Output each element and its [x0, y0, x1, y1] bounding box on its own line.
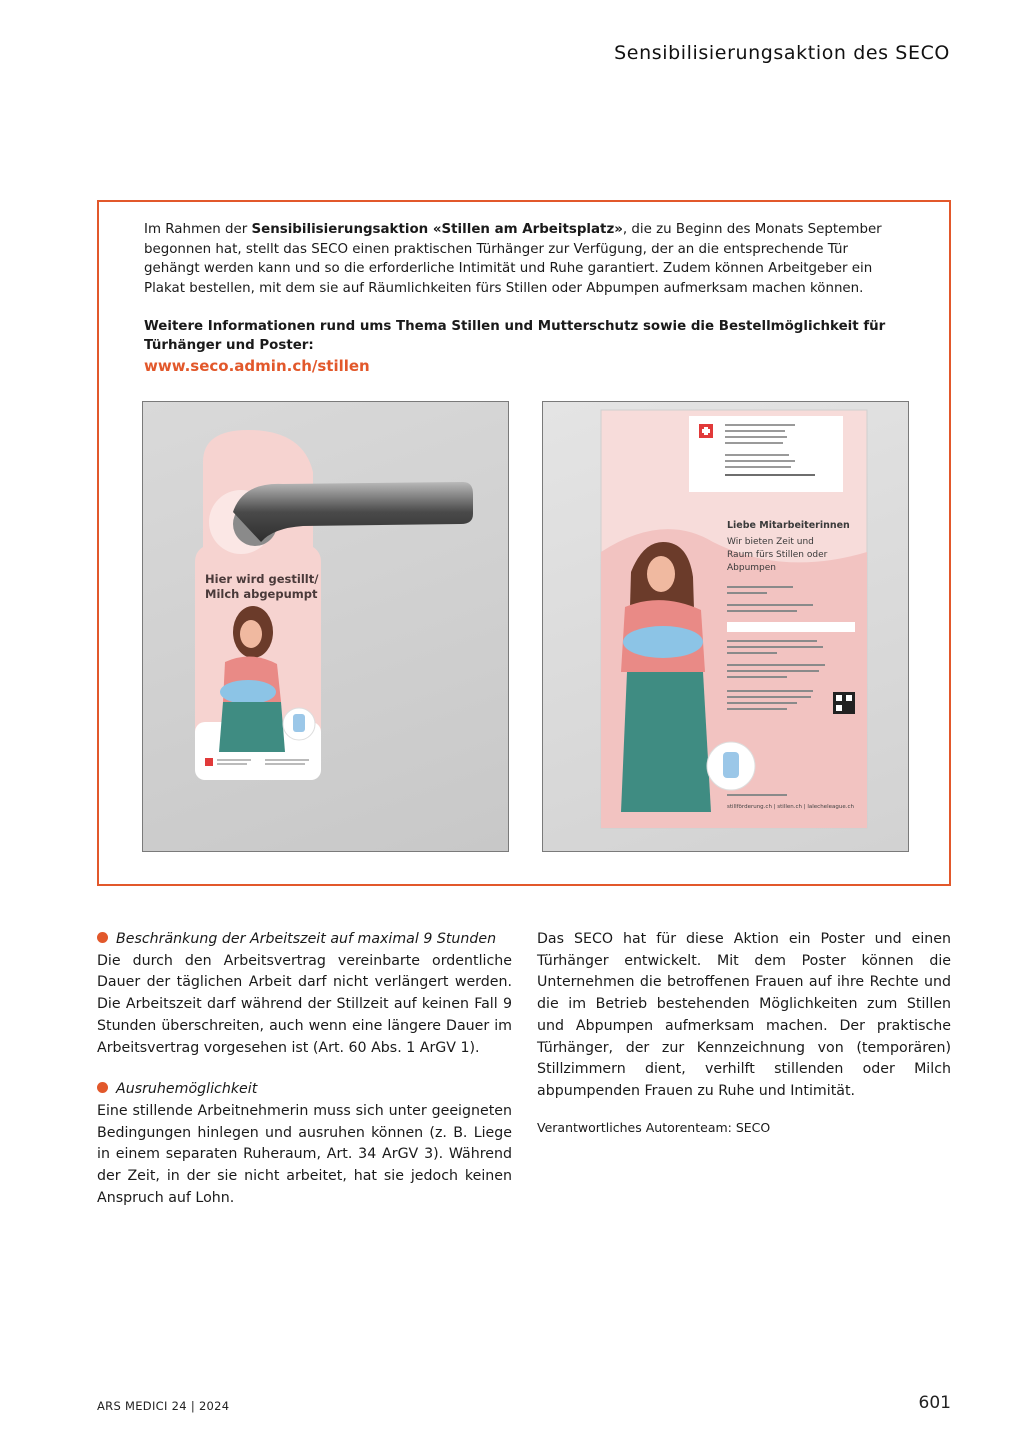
poster-subline-1: Wir bieten Zeit und: [727, 537, 814, 547]
poster-text-line: [727, 676, 787, 678]
logo-line: [725, 460, 795, 462]
logo-line: [725, 424, 795, 426]
poster-text-line: [727, 604, 813, 606]
swiss-flag-icon: [205, 758, 213, 766]
poster-text-line: [727, 702, 797, 704]
woman-skirt: [219, 702, 285, 752]
poster-text-line: [727, 640, 817, 642]
door-hanger-headline-1: Hier wird gestillt/: [205, 572, 319, 586]
intro-paragraph: [144, 220, 904, 298]
poster-headline: Liebe Mitarbeiterinnen: [727, 520, 850, 531]
woman-face: [647, 556, 675, 592]
poster-text-line: [727, 664, 825, 666]
baby-blanket: [220, 680, 276, 704]
poster-subline-2: Raum fürs Stillen oder: [727, 550, 828, 560]
left-column: [97, 929, 512, 1209]
door-hanger-photo: [142, 401, 509, 852]
baby-blanket: [623, 626, 703, 658]
bullet2-title-row: [97, 1079, 512, 1101]
bullet2-title: Ausruhemöglichkeit: [116, 1081, 258, 1098]
logo-line: [265, 759, 309, 761]
bullet-dot-icon: [97, 932, 108, 943]
logo-line: [725, 436, 787, 438]
right-column-text: Das SECO hat für diese Aktion ein Poster und einen Türhänger entwickelt. Mit dem Poster können die Unternehmen die betroffenen Frauen auf ihre Rechte und die im Betrieb bestehenden Möglichkeiten zum Stillen und Abpumpen aufmerksam machen. Der praktische Türhänger, der zur Kennzeichnung von (temporären) Stillzimmern dient, verhilft stillenden oder Milch abpumpenden Frauen zu Ruhe und Intimität.: [537, 931, 951, 1099]
logo-line: [725, 466, 791, 468]
intro-prefix: Im Rahmen der: [144, 222, 252, 237]
info-box: [97, 200, 951, 886]
bullet-dot-icon: [97, 1082, 108, 1093]
logo-line: [725, 430, 785, 432]
poster-text-line: [727, 794, 787, 796]
authors-line: Verantwortliches Autorenteam: SECO: [537, 1119, 771, 1135]
logo-line: [725, 474, 815, 476]
campaign-name: Sensibilisierungsaktion «Stillen am Arbeitsplatz»: [251, 222, 623, 237]
bullet1-title: Beschränkung der Arbeitszeit auf maximal 9 Stunden: [116, 931, 497, 947]
bullet1-title-row: [97, 929, 512, 951]
poster-photo: [542, 401, 909, 852]
poster-text-line: [727, 592, 767, 594]
poster-text-line: [727, 696, 811, 698]
logo-line: [217, 759, 251, 761]
door-hanger-headline-2: Milch abgepumpt: [205, 587, 318, 601]
poster-text-line: [727, 690, 813, 692]
woman-skirt: [621, 672, 711, 812]
logo-line: [217, 763, 247, 765]
spacer: [97, 1059, 512, 1079]
poster-illustration: [543, 402, 909, 852]
poster-footer-link: stillförderung.ch | stillen.ch | lalecheleague.ch: [727, 804, 854, 810]
qr-code-block: [836, 695, 842, 701]
qr-code-block: [846, 695, 852, 701]
bullet2-text: Eine stillende Arbeitnehmerin muss sich unter geeigneten Bedingungen hinlegen und ausruhen können (z. B. Liege in einem separaten Ruheraum, Art. 34 ArGV 3). Während der Zeit, in der sie nicht arbeitet, hat sie jedoch keinen Anspruch auf Lohn.: [97, 1102, 512, 1206]
door-hanger-illustration: [143, 402, 509, 852]
journal-footer: ARS MEDICI 24 | 2024: [97, 1399, 230, 1413]
more-info-text: Weitere Informationen rund ums Thema Stillen und Mutterschutz sowie die Bestellmöglichkeit für Türhänger und Poster:: [144, 319, 886, 353]
bullet1-text: Die durch den Arbeitsvertrag vereinbarte ordentliche Dauer der täglichen Arbeit darf nicht verlängert werden. Die Arbeitszeit darf während der Stillzeit auf keinen Fall 9 Stunden überschreiten, auch wenn eine längere Dauer im Arbeitsvertrag vorgesehen ist (Art. 60 Abs. 1 ArGV 1).: [97, 952, 512, 1056]
pump-icon: [293, 714, 305, 732]
seco-link[interactable]: www.seco.admin.ch/stillen: [144, 357, 370, 375]
intro-rest: , die zu Beginn des Monats September begonnen hat, stellt das SECO einen praktischen Türhänger zur Verfügung, der an die entsprechende Tür gehängt werden kann und so die erforderliche Intimität und Ruhe garantiert. Zudem können Arbeitgeber ein Plakat bestellen, mit dem sie auf Räumlichkeiten fürs Stillen oder Abpumpen aufmerksam machen können.: [144, 222, 882, 296]
poster-fill-field: [727, 622, 855, 632]
page-number: 601: [918, 1393, 951, 1413]
right-column: [537, 929, 951, 1138]
poster-text-line: [727, 610, 797, 612]
logo-line: [725, 442, 783, 444]
qr-code-block: [836, 705, 842, 711]
poster-text-line: [727, 586, 793, 588]
logo-line: [265, 763, 305, 765]
poster-text-line: [727, 708, 787, 710]
pump-icon: [723, 752, 739, 778]
logo-line: [725, 454, 789, 456]
page-header-title: Sensibilisierungsaktion des SECO: [614, 42, 950, 64]
poster-subline-3: Abpumpen: [727, 563, 777, 573]
swiss-cross-h: [702, 429, 710, 433]
door-handle: [233, 482, 473, 542]
woman-face: [240, 620, 262, 648]
poster-text-line: [727, 670, 819, 672]
poster-text-line: [727, 646, 823, 648]
poster-text-line: [727, 652, 777, 654]
